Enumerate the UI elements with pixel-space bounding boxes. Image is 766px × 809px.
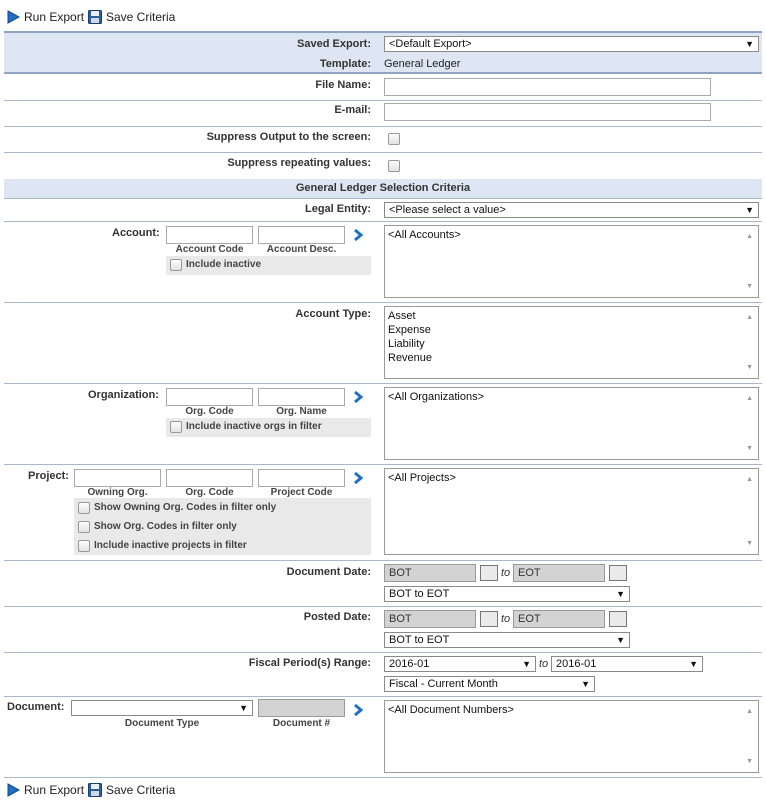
include-inactive-orgs-label: Include inactive orgs in filter [186, 421, 322, 432]
divider [4, 696, 762, 697]
include-inactive-orgs-checkbox[interactable] [170, 421, 182, 433]
document-number-input[interactable] [258, 699, 345, 717]
calendar-icon[interactable] [480, 611, 498, 627]
document-number-label: Document # [272, 718, 331, 729]
template-value: General Ledger [384, 58, 461, 70]
list-item[interactable]: Liability [388, 338, 425, 350]
account-type-listbox[interactable] [384, 306, 759, 379]
scroll-down-icon[interactable]: ▼ [746, 758, 753, 765]
floppy-disk-icon [88, 10, 102, 24]
run-export-button[interactable] [7, 10, 84, 24]
floppy-disk-icon [88, 783, 102, 797]
save-criteria-label: Save Criteria [106, 783, 176, 797]
suppress-repeating-checkbox[interactable] [388, 160, 400, 172]
scroll-down-icon[interactable]: ▼ [746, 364, 753, 371]
account-desc-label: Account Desc. [266, 244, 337, 255]
show-org-codes-checkbox[interactable] [78, 521, 90, 533]
owning-org-input[interactable] [74, 469, 161, 487]
calendar-icon[interactable] [480, 565, 498, 581]
legal-entity-select[interactable]: <Please select a value> ▼ [384, 202, 759, 218]
email-input[interactable] [384, 103, 711, 121]
divider [4, 72, 762, 74]
dropdown-arrow-icon: ▼ [239, 703, 248, 713]
organization-label: Organization: [88, 389, 159, 401]
calendar-icon[interactable] [609, 565, 627, 581]
document-date-range-select[interactable]: BOT to EOT ▼ [384, 586, 630, 602]
scroll-up-icon[interactable]: ▲ [746, 708, 753, 715]
account-label: Account: [112, 227, 160, 239]
list-item[interactable]: Expense [388, 324, 431, 336]
file-name-input[interactable] [384, 78, 711, 96]
to-label: to [539, 658, 549, 670]
divider [4, 302, 762, 303]
org-code-input[interactable] [166, 388, 253, 406]
run-export-label: Run Export [24, 783, 85, 797]
organization-listbox[interactable] [384, 387, 759, 460]
posted-date-to-input[interactable]: EOT [513, 610, 605, 628]
fiscal-period-from-select[interactable]: 2016-01 ▼ [384, 656, 536, 672]
scroll-down-icon[interactable]: ▼ [746, 283, 753, 290]
include-inactive-projects-checkbox[interactable] [78, 540, 90, 552]
scroll-up-icon[interactable]: ▲ [746, 476, 753, 483]
posted-date-range-select[interactable]: BOT to EOT ▼ [384, 632, 630, 648]
org-code-label: Org. Code [185, 406, 234, 417]
org-name-label: Org. Name [276, 406, 327, 417]
dropdown-arrow-icon: ▼ [581, 679, 590, 689]
scroll-down-icon[interactable]: ▼ [746, 540, 753, 547]
list-item[interactable]: <All Organizations> [388, 391, 484, 403]
to-label: to [501, 567, 511, 579]
divider [4, 560, 762, 561]
project-code-label: Project Code [270, 487, 333, 498]
divider [4, 652, 762, 653]
run-export-button[interactable] [7, 783, 84, 797]
divider [4, 198, 762, 199]
scroll-up-icon[interactable]: ▲ [746, 314, 753, 321]
fiscal-period-to-select[interactable]: 2016-01 ▼ [551, 656, 703, 672]
legal-entity-label: Legal Entity: [304, 203, 371, 215]
fiscal-preset-select[interactable]: Fiscal - Current Month ▼ [384, 676, 595, 692]
chevron-right-icon[interactable] [353, 229, 363, 241]
suppress-output-checkbox[interactable] [388, 133, 400, 145]
posted-date-label: Posted Date: [303, 611, 371, 623]
play-icon [7, 783, 20, 797]
dropdown-arrow-icon: ▼ [522, 659, 531, 669]
chevron-right-icon[interactable] [353, 704, 363, 716]
document-date-label: Document Date: [286, 566, 371, 578]
calendar-icon[interactable] [609, 611, 627, 627]
dropdown-arrow-icon: ▼ [745, 39, 754, 49]
show-org-codes-label: Show Org. Codes in filter only [94, 521, 237, 532]
project-label: Project: [28, 470, 69, 482]
suppress-output-label: Suppress Output to the screen: [206, 131, 371, 143]
section-title: General Ledger Selection Criteria [295, 182, 471, 194]
divider [4, 606, 762, 607]
saved-export-select[interactable]: <Default Export> ▼ [384, 36, 759, 52]
dropdown-arrow-icon: ▼ [616, 589, 625, 599]
include-inactive-accounts-label: Include inactive [186, 259, 262, 270]
to-label: to [501, 613, 511, 625]
account-code-label: Account Code [175, 244, 244, 255]
list-item[interactable]: Asset [388, 310, 416, 322]
fiscal-period-label: Fiscal Period(s) Range: [248, 657, 371, 669]
divider [4, 152, 762, 153]
list-item[interactable]: <All Accounts> [388, 229, 461, 241]
file-name-label: File Name: [315, 79, 371, 91]
dropdown-arrow-icon: ▼ [745, 205, 754, 215]
account-desc-input[interactable] [258, 226, 345, 244]
account-listbox[interactable] [384, 225, 759, 298]
save-criteria-button[interactable] [88, 10, 175, 24]
project-code-input[interactable] [258, 469, 345, 487]
document-listbox[interactable] [384, 700, 759, 773]
document-type-label: Document Type [124, 718, 200, 729]
chevron-right-icon[interactable] [353, 391, 363, 403]
scroll-down-icon[interactable]: ▼ [746, 445, 753, 452]
dropdown-arrow-icon: ▼ [616, 635, 625, 645]
divider [4, 221, 762, 222]
divider [4, 464, 762, 465]
scroll-up-icon[interactable]: ▲ [746, 233, 753, 240]
suppress-repeating-label: Suppress repeating values: [227, 157, 371, 169]
divider [4, 126, 762, 127]
chevron-right-icon[interactable] [353, 472, 363, 484]
posted-date-from-input[interactable]: BOT [384, 610, 476, 628]
owning-org-label: Owning Org. [87, 487, 148, 498]
divider [4, 31, 762, 33]
save-criteria-label: Save Criteria [106, 10, 176, 24]
list-item[interactable]: Revenue [388, 352, 433, 364]
show-owning-org-label: Show Owning Org. Codes in filter only [94, 502, 277, 513]
divider [4, 100, 762, 101]
project-org-code-input[interactable] [166, 469, 253, 487]
play-icon [7, 10, 20, 24]
document-date-from-input[interactable]: BOT [384, 564, 476, 582]
run-export-label: Run Export [24, 10, 85, 24]
document-date-to-input[interactable]: EOT [513, 564, 605, 582]
document-type-select[interactable] [71, 700, 253, 716]
template-label: Template: [319, 58, 371, 70]
project-listbox[interactable] [384, 468, 759, 555]
scroll-up-icon[interactable]: ▲ [746, 395, 753, 402]
save-criteria-button[interactable] [88, 783, 175, 797]
dropdown-arrow-icon: ▼ [689, 659, 698, 669]
document-label: Document: [7, 701, 65, 713]
list-item[interactable]: <All Projects> [388, 472, 456, 484]
list-item[interactable]: <All Document Numbers> [388, 704, 514, 716]
show-owning-org-checkbox[interactable] [78, 502, 90, 514]
account-type-label: Account Type: [295, 308, 371, 320]
divider [4, 383, 762, 384]
org-name-input[interactable] [258, 388, 345, 406]
saved-export-label: Saved Export: [297, 38, 371, 50]
email-label: E-mail: [334, 104, 371, 116]
include-inactive-accounts-checkbox[interactable] [170, 259, 182, 271]
account-code-input[interactable] [166, 226, 253, 244]
include-inactive-projects-label: Include inactive projects in filter [94, 540, 247, 551]
project-org-code-label: Org. Code [185, 487, 234, 498]
divider [4, 777, 762, 778]
